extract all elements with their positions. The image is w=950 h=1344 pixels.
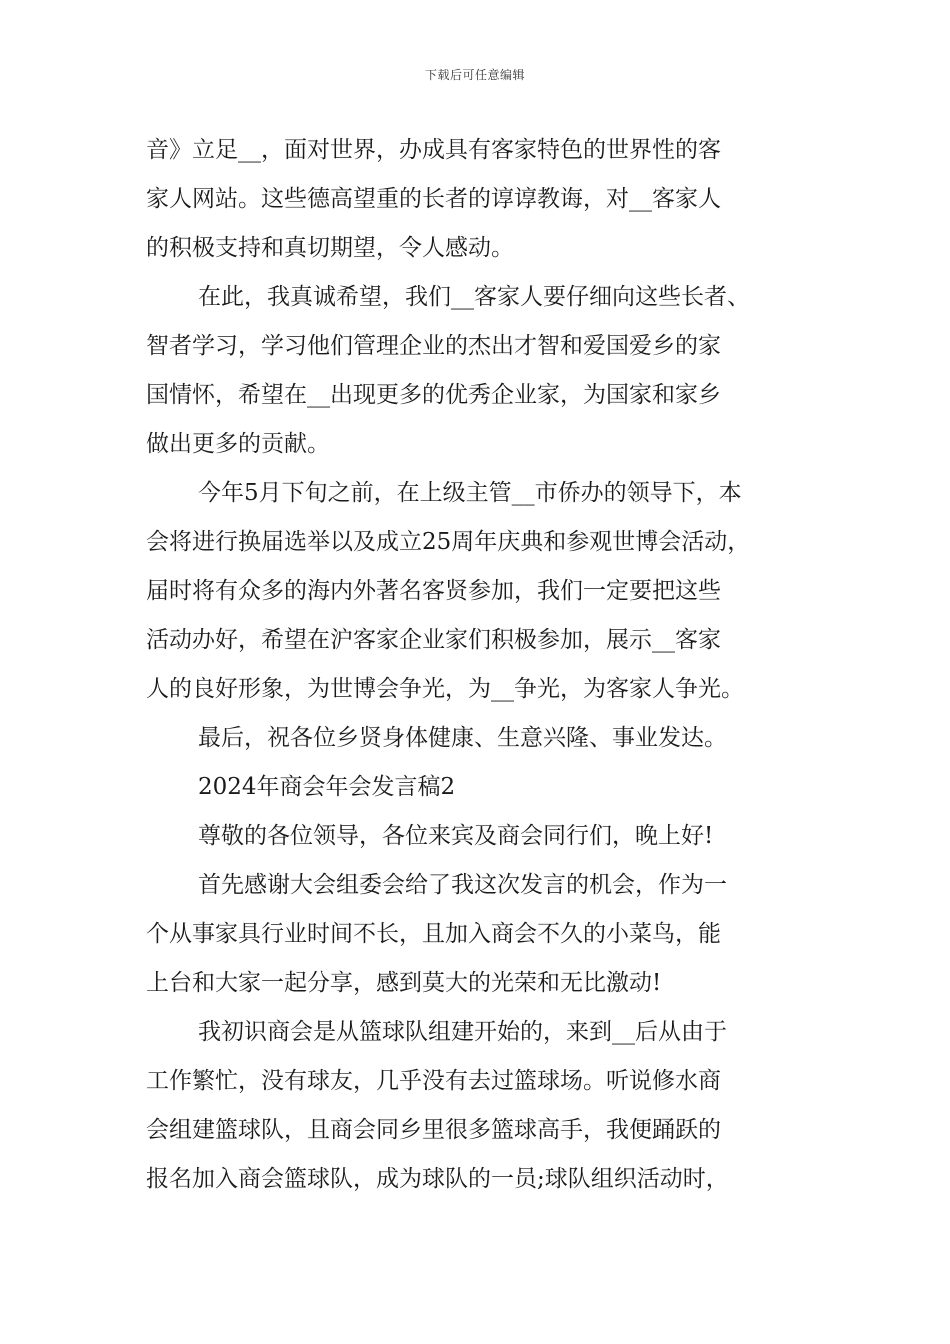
- text-line: 届时将有众多的海内外著名客贤参加，我们一定要把这些: [146, 578, 721, 604]
- text-line: 个从事家具行业时间不长，且加入商会不久的小菜鸟，能: [146, 921, 721, 947]
- text-line: 首先感谢大会组委会给了我这次发言的机会，作为一: [198, 872, 727, 898]
- text-line: 活动办好，希望在沪客家企业家们积极参加，展示__客家: [146, 627, 721, 653]
- text-line: 人的良好形象，为世博会争光，为__争光，为客家人争光。: [146, 676, 744, 702]
- page-header: 下载后可任意编辑: [424, 68, 525, 82]
- text-line: 工作繁忙，没有球友，几乎没有去过篮球场。听说修水商: [146, 1068, 721, 1094]
- text-line: 上台和大家一起分享，感到莫大的光荣和无比激动!: [146, 970, 662, 996]
- text-line: 会组建篮球队，且商会同乡里很多篮球高手，我便踊跃的: [146, 1117, 721, 1143]
- text-line: 做出更多的贡献。: [146, 431, 330, 457]
- text-line: 的积极支持和真切期望，令人感动。: [146, 235, 514, 261]
- text-line: 智者学习，学习他们管理企业的杰出才智和爱国爱乡的家: [146, 333, 721, 359]
- text-line: 尊敬的各位领导，各位来宾及商会同行们，晚上好!: [198, 823, 714, 849]
- text-line: 最后，祝各位乡贤身体健康、生意兴隆、事业发达。: [198, 725, 727, 751]
- text-line: 报名加入商会篮球队，成为球队的一员;球队组织活动时，: [146, 1166, 729, 1192]
- text-line: 国情怀，希望在__出现更多的优秀企业家，为国家和家乡: [146, 382, 721, 408]
- text-line: 音》立足__，面对世界，办成具有客家特色的世界性的客: [146, 137, 721, 163]
- section-heading: 2024年商会年会发言稿2: [198, 774, 456, 800]
- text-line: 我初识商会是从篮球队组建开始的，来到__后从由于: [198, 1019, 727, 1045]
- text-line: 家人网站。这些德高望重的长者的谆谆教诲，对__客家人: [146, 186, 721, 212]
- text-line: 会将进行换届选举以及成立25周年庆典和参观世博会活动，: [146, 529, 751, 555]
- text-line: 今年5月下旬之前，在上级主管__市侨办的领导下，本: [198, 480, 742, 506]
- document-body: [146, 126, 806, 1204]
- text-line: 在此，我真诚希望，我们__客家人要仔细向这些长者、: [198, 284, 750, 310]
